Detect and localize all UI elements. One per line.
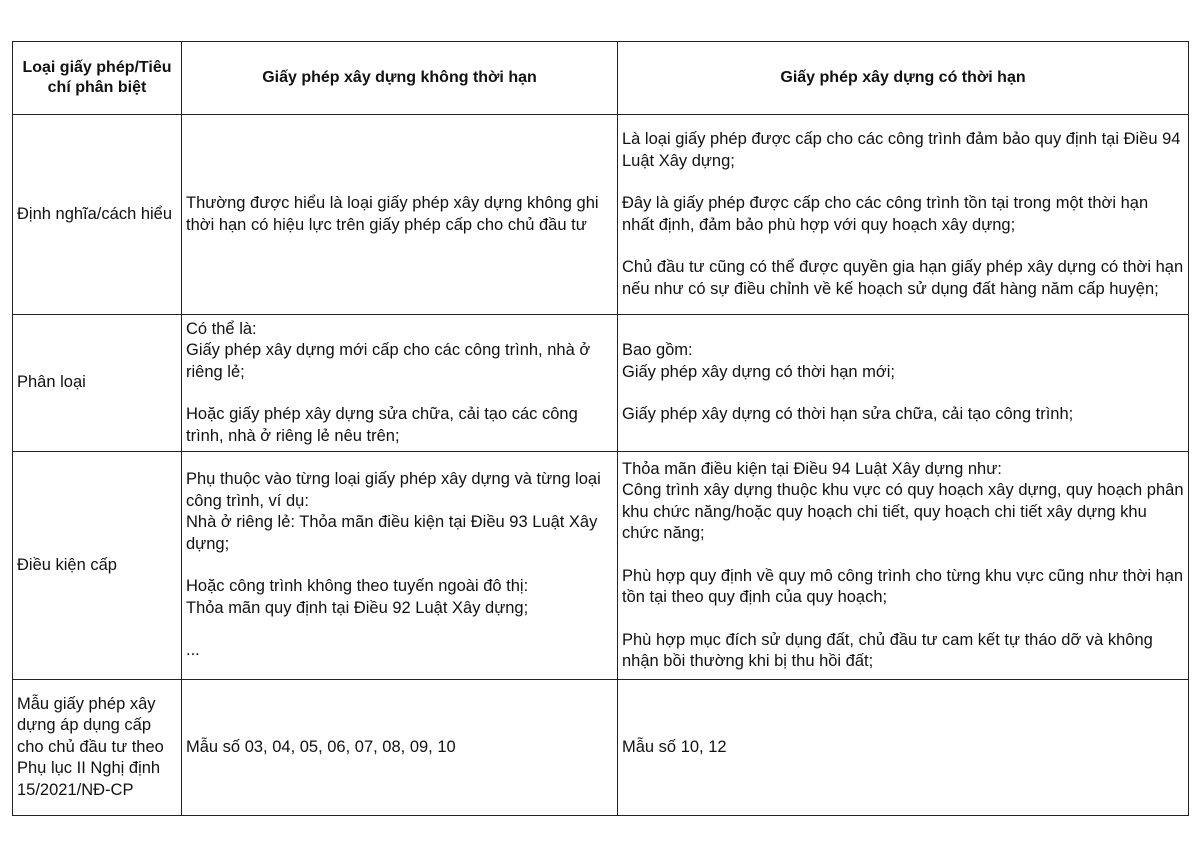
- header-criteria: Loại giấy phép/Tiêu chí phân biệt: [13, 42, 182, 115]
- table-row: [13, 452, 1189, 680]
- cell-text: ...: [186, 641, 200, 660]
- row-label: Phân loại: [13, 315, 182, 452]
- cell-text: Chủ đầu tư cũng có thể được quyền gia hạn giấy phép xây dựng có thời hạn nếu như có sự điều chỉnh về kế hoạch sử dụng đất hàng năm cấp huyện;: [622, 258, 1184, 298]
- cell-text: Thỏa mãn điều kiện tại Điều 94 Luật Xây dựng như:: [622, 459, 1002, 478]
- cell-permanent: [182, 315, 618, 452]
- cell-text: Đây là giấy phép được cấp cho các công trình tồn tại trong một thời hạn nhất định, đảm bảo phù hợp với quy hoạch xây dựng;: [622, 194, 1149, 234]
- cell-temporary: [618, 115, 1189, 315]
- cell-text: Là loại giấy phép được cấp cho các công trình đảm bảo quy định tại Điều 94 Luật Xây dựng;: [622, 130, 1181, 170]
- cell-permanent: [182, 452, 618, 680]
- cell-temporary: [618, 452, 1189, 680]
- cell-text: Bao gồm:: [622, 341, 693, 360]
- cell-permanent: [182, 680, 618, 816]
- cell-text: Hoặc công trình không theo tuyến ngoài đô thị:: [186, 577, 529, 596]
- cell-text: Thỏa mãn quy định tại Điều 92 Luật Xây dựng;: [186, 598, 529, 617]
- row-label: Định nghĩa/cách hiểu: [13, 115, 182, 315]
- cell-text: Hoặc giấy phép xây dựng sửa chữa, cải tạo các công trình, nhà ở riêng lẻ nêu trên;: [186, 405, 578, 445]
- cell-text: Phù hợp quy định về quy mô công trình cho từng khu vực cũng như thời hạn tồn tại theo quy định của quy hoạch;: [622, 566, 1184, 606]
- comparison-table: [12, 41, 1189, 816]
- cell-text: Giấy phép xây dựng có thời hạn sửa chữa, cải tạo công trình;: [622, 405, 1074, 424]
- cell-temporary: [618, 680, 1189, 816]
- cell-text: Phù hợp mục đích sử dụng đất, chủ đầu tư cam kết tự tháo dỡ và không nhận bồi thường khi bị thu hồi đất;: [622, 630, 1153, 670]
- table-row: [13, 115, 1189, 315]
- table-header-row: [13, 42, 1189, 115]
- cell-text: Có thể là:: [186, 319, 257, 338]
- cell-text: Công trình xây dựng thuộc khu vực có quy hoạch xây dựng, quy hoạch phân khu chức năng/hoặc quy hoạch chi tiết, quy hoạch chi tiết xây dựng khu chức năng;: [622, 481, 1184, 542]
- header-temporary-permit: Giấy phép xây dựng có thời hạn: [618, 42, 1189, 115]
- cell-permanent: [182, 115, 618, 315]
- table-row: [13, 315, 1189, 452]
- row-label: Mẫu giấy phép xây dựng áp dụng cấp cho chủ đầu tư theo Phụ lục II Nghị định 15/2021/NĐ-CP: [13, 680, 182, 816]
- cell-text: Mẫu số 10, 12: [622, 737, 727, 756]
- cell-temporary: [618, 315, 1189, 452]
- cell-text: Thường được hiểu là loại giấy phép xây dựng không ghi thời hạn có hiệu lực trên giấy phép cấp cho chủ đầu tư: [186, 194, 599, 234]
- cell-text: Phụ thuộc vào từng loại giấy phép xây dựng và từng loại công trình, ví dụ:: [186, 470, 601, 510]
- cell-text: Nhà ở riêng lẻ: Thỏa mãn điều kiện tại Điều 93 Luật Xây dựng;: [186, 513, 598, 553]
- cell-text: Giấy phép xây dựng có thời hạn mới;: [622, 362, 895, 381]
- header-permanent-permit: Giấy phép xây dựng không thời hạn: [182, 42, 618, 115]
- cell-text: Mẫu số 03, 04, 05, 06, 07, 08, 09, 10: [186, 737, 456, 756]
- row-label: Điều kiện cấp: [13, 452, 182, 680]
- cell-text: Giấy phép xây dựng mới cấp cho các công trình, nhà ở riêng lẻ;: [186, 341, 591, 381]
- table-row: [13, 680, 1189, 816]
